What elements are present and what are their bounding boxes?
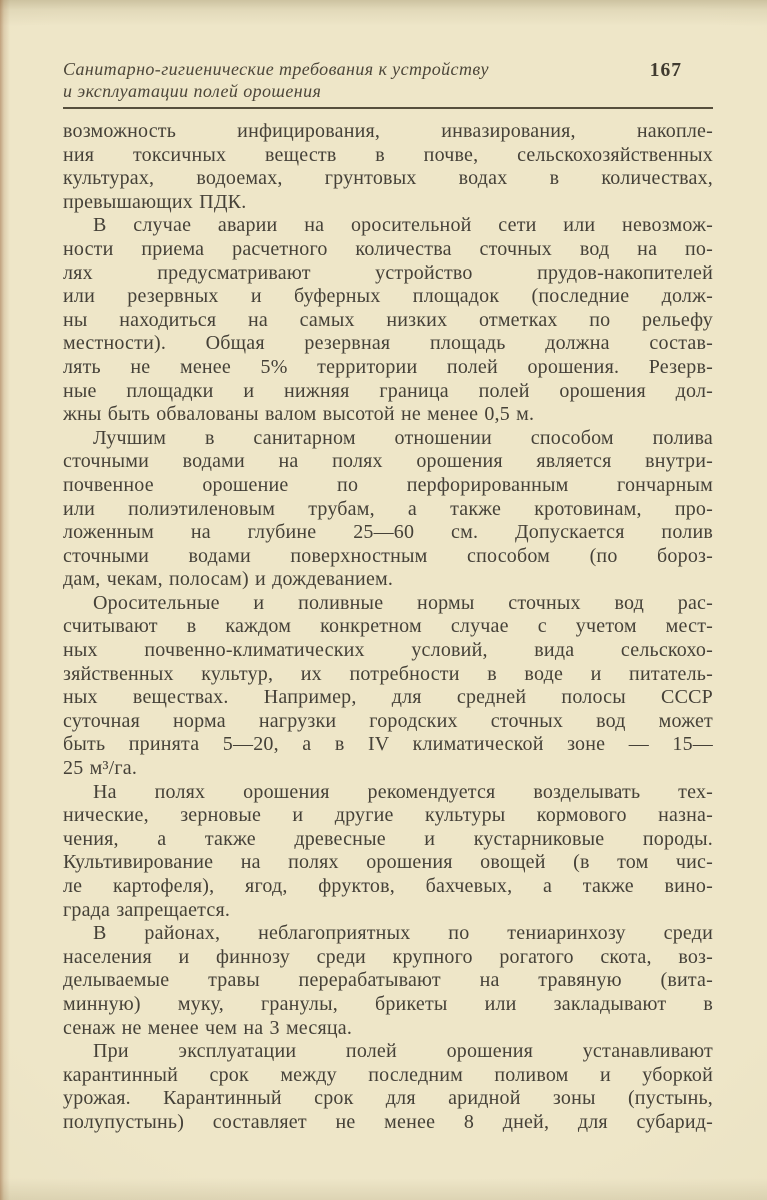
- text-line: сточными водами на полях орошения является внутри-: [63, 450, 713, 473]
- text-line: При эксплуатации полей орошения устанавливают: [93, 1040, 713, 1063]
- paragraph: [63, 427, 713, 592]
- paragraph: [63, 1040, 713, 1134]
- text-line: дам, чекам, полосам) и дождеванием.: [63, 568, 394, 591]
- text-line: местности). Общая резервная площадь должна состав-: [63, 332, 713, 355]
- text-block: [63, 58, 713, 1135]
- page-number: 167: [649, 60, 682, 81]
- text-line: града запрещается.: [63, 898, 231, 921]
- text-line: карантинный срок между последним поливом и уборкой: [63, 1063, 713, 1086]
- text-line: почвенное орошение по перфорированным гончарным: [63, 473, 713, 496]
- text-line: нические, зерновые и другие культуры кормового назна-: [63, 804, 713, 827]
- text-line: урожая. Карантинный срок для аридной зоны (пустынь,: [63, 1087, 713, 1110]
- text-line: Лучшим в санитарном отношении способом полива: [93, 426, 713, 449]
- text-line: населения и финнозу среди крупного рогатого скота, воз-: [63, 945, 713, 968]
- text-line: быть принята 5—20, а в IV климатической зоне — 15—: [63, 733, 713, 756]
- text-line: лять не менее 5% территории полей орошения. Резерв-: [63, 355, 713, 378]
- text-line: сточными водами поверхностным способом (по бороз-: [63, 544, 713, 567]
- text-line: Культивирование на полях орошения овощей (в том чис-: [63, 851, 713, 874]
- text-line: сенаж не менее чем на 3 месяца.: [63, 1016, 353, 1039]
- text-line: делываемые травы перерабатывают на травяную (вита-: [63, 969, 713, 992]
- chapter-title-line-2: и эксплуатации полей орошения: [63, 81, 322, 101]
- paragraph: [63, 120, 713, 214]
- header-rule: [63, 107, 713, 109]
- text-line: ния токсичных веществ в почве, сельскохозяйственных: [63, 143, 713, 166]
- text-line: ны находиться на самых низких отметках по рельефу: [63, 308, 713, 331]
- chapter-title: [63, 58, 489, 102]
- text-line: В случае аварии на оросительной сети или невозмож-: [93, 214, 713, 237]
- running-head: [63, 58, 713, 102]
- text-line: ных почвенно-климатических условий, вида сельскохо-: [63, 639, 713, 662]
- text-line: суточная норма нагрузки городских сточных вод может: [63, 709, 713, 732]
- text-line: На полях орошения рекомендуется возделывать тех-: [93, 780, 713, 803]
- text-line: В районах, неблагоприятных по тениаринхозу среди: [93, 922, 713, 945]
- text-line: культурах, водоемах, грунтовых водах в количествах,: [63, 167, 713, 190]
- text-line: или полиэтиленовым трубам, а также кротовинам, про-: [63, 497, 713, 520]
- text-line: ности приема расчетного количества сточных вод на по-: [63, 237, 713, 260]
- text-line: зяйственных культур, их потребности в воде и питатель-: [63, 662, 713, 685]
- text-line: считывают в каждом конкретном случае с учетом мест-: [63, 615, 713, 638]
- text-line: 25 м³/га.: [63, 757, 138, 780]
- paragraph: [63, 214, 713, 426]
- text-line: или резервных и буферных площадок (последние долж-: [63, 285, 713, 308]
- text-line: возможность инфицирования, инвазирования, накопле-: [63, 120, 713, 142]
- paragraph: [63, 592, 713, 781]
- text-line: полупустынь) составляет не менее 8 дней, для субарид-: [63, 1110, 713, 1133]
- text-line: Оросительные и поливные нормы сточных вод рас-: [93, 591, 713, 614]
- text-line: лях предусматривают устройство прудов-накопителей: [63, 261, 713, 284]
- text-line: ных веществах. Например, для средней полосы СССР: [63, 686, 713, 709]
- text-line: жны быть обвалованы валом высотой не менее 0,5 м.: [63, 403, 535, 426]
- text-line: ле картофеля), ягод, фруктов, бахчевых, а также вино-: [63, 875, 713, 897]
- text-line: превышающих ПДК.: [63, 190, 247, 213]
- text-line: ложенным на глубине 25—60 см. Допускается полив: [63, 521, 713, 544]
- text-line: чения, а также древесные и кустарниковые породы.: [63, 827, 713, 850]
- chapter-title-line-1: Санитарно-гигиенические требования к устройству: [63, 59, 489, 79]
- body-text: [63, 120, 713, 1135]
- paragraph: [63, 922, 713, 1040]
- text-line: ные площадки и нижняя граница полей орошения дол-: [63, 379, 713, 402]
- text-line: минную) муку, гранулы, брикеты или закладывают в: [63, 992, 713, 1015]
- paragraph: [63, 781, 713, 923]
